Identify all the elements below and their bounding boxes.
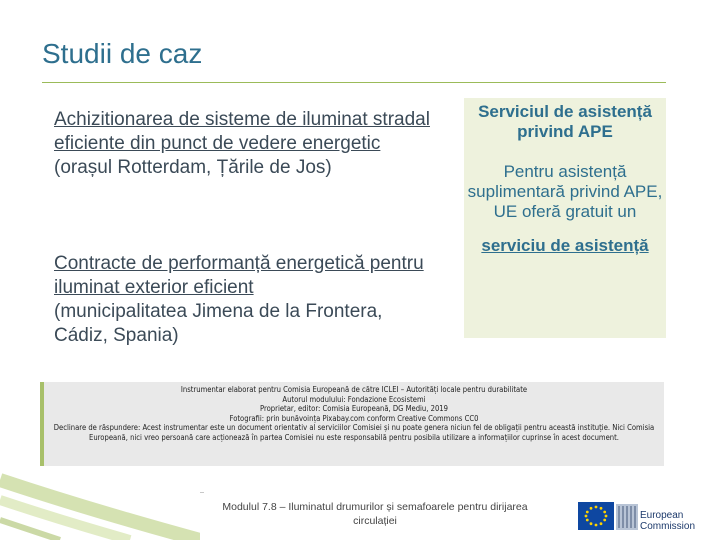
footer-divider-left: [200, 492, 204, 493]
case-study-2: [54, 252, 434, 348]
helpdesk-title: Serviciul de asistență privind APE: [478, 102, 652, 141]
case-study-1-location: (orașul Rotterdam, Țările de Jos): [54, 157, 332, 178]
case-study-1-link[interactable]: Achizitionarea de sisteme de iluminat stradal eficiente din punct de vedere energetic: [54, 109, 430, 154]
slide-title: Studii de caz: [42, 38, 203, 69]
credits-owner-line: Proprietar, editor: Comisia Europeană, DG Mediu, 2019: [260, 404, 448, 414]
ec-label-line2: Commission: [640, 521, 696, 532]
title-divider: [42, 82, 666, 83]
credits-author-line: Autorul modulului: Fondazione Ecosistemi: [282, 394, 426, 404]
helpdesk-link[interactable]: serviciu de asistență: [481, 236, 649, 255]
footer-module-label: Modulul 7.8 – Iluminatul drumurilor și semafoarele pentru dirijarea circulației: [222, 501, 528, 527]
case-study-1: [54, 108, 434, 180]
credits-disclaimer: Declinare de răspundere: Acest instrumentar este un document orientativ al serviciilor Comisiei și nu poate genera niciun fel de obligații pentru această instituție. Nici Comisia Europeană, nici vreo persoană care acționează în partea Comisiei nu este responsabilă pentru posibila utilizare a informațiilor cuprinse în acest document.: [53, 423, 655, 442]
credits-photos-line: Fotografii: prin bunăvoința Pixabay.com conform Creative Commons CC0: [229, 413, 479, 423]
credits-toolkit-line: Instrumentar elaborat pentru Comisia Europeană de către ICLEI – Autorități locale pentru durabilitate: [180, 385, 528, 394]
berlaymont-building-icon: [616, 504, 638, 530]
ec-label-line1: European: [640, 510, 684, 521]
helpdesk-box: [464, 98, 666, 338]
credits-panel: [40, 382, 664, 466]
case-study-2-location: (municipalitatea Jimena de la Frontera, Cádiz, Spania): [54, 301, 383, 346]
case-study-2-link[interactable]: Contracte de performanță energetică pentru iluminat exterior eficient: [54, 253, 424, 298]
decorative-curves: [0, 470, 200, 540]
european-commission-label: [640, 510, 695, 532]
helpdesk-description: Pentru asistență suplimentară privind APE, UE oferă gratuit un: [467, 162, 663, 221]
